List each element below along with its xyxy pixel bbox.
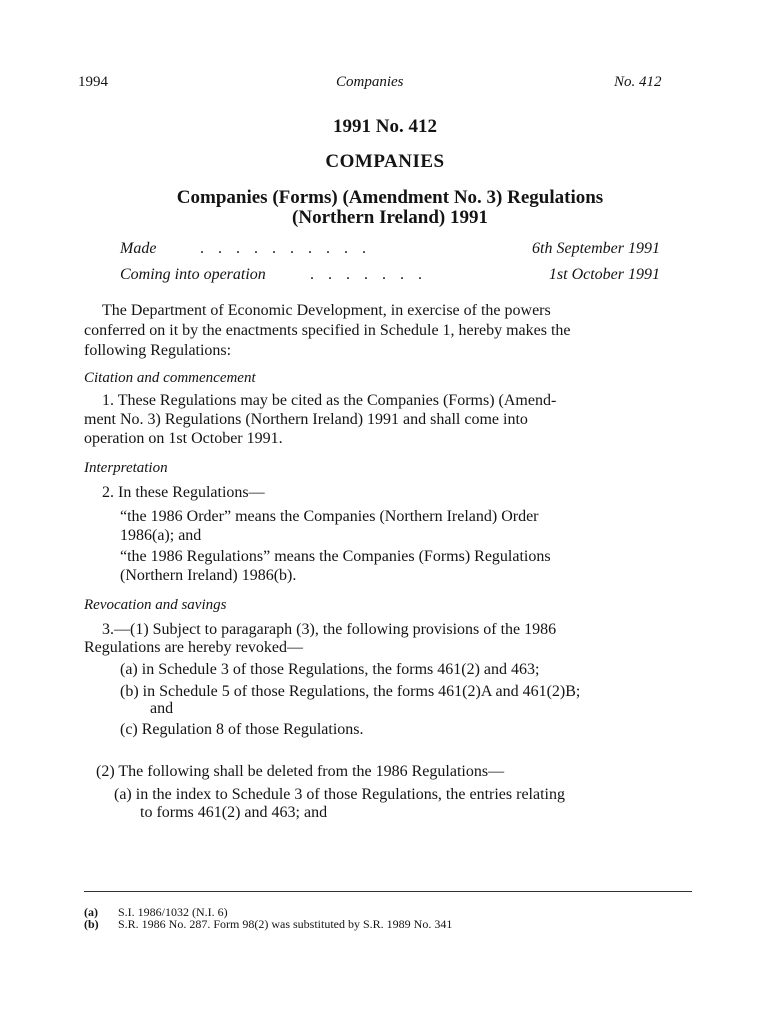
definition-line: (Northern Ireland) 1986(b). bbox=[120, 567, 297, 584]
page-number: 1994 bbox=[78, 74, 108, 90]
deletion-intro: (2) The following shall be deleted from the 1986 Regulations— bbox=[96, 763, 505, 780]
regulations-title-line2: (Northern Ireland) 1991 bbox=[292, 207, 488, 228]
made-label: Made bbox=[120, 240, 157, 257]
revocation-line: Regulations are hereby revoked— bbox=[84, 639, 304, 656]
subject-heading: COMPANIES bbox=[325, 151, 445, 172]
coming-date: 1st October 1991 bbox=[548, 266, 660, 283]
footnote-rule bbox=[84, 891, 692, 892]
footnote-text: S.I. 1986/1032 (N.I. 6) bbox=[118, 905, 228, 919]
deletion-item-a-cont: to forms 461(2) and 463; and bbox=[140, 804, 328, 821]
preamble-line: conferred on it by the enactments specified in Schedule 1, hereby makes the bbox=[84, 322, 571, 339]
citation-line: 1. These Regulations may be cited as the Companies (Forms) (Amend- bbox=[102, 392, 557, 409]
instrument-number: No. 412 bbox=[614, 74, 662, 90]
made-date: 6th September 1991 bbox=[532, 240, 660, 257]
citation-line: ment No. 3) Regulations (Northern Ireland) 1991 and shall come into bbox=[84, 411, 528, 428]
citation-line: operation on 1st October 1991. bbox=[84, 430, 283, 447]
definition-line: “the 1986 Order” means the Companies (Northern Ireland) Order bbox=[120, 508, 539, 525]
section-heading: Interpretation bbox=[84, 460, 168, 476]
section-heading: Revocation and savings bbox=[84, 597, 227, 613]
footnote-mark: (b) bbox=[84, 917, 99, 931]
si-number: 1991 No. 412 bbox=[333, 116, 437, 137]
running-title: Companies bbox=[336, 74, 404, 90]
definition-line: “the 1986 Regulations” means the Companies (Forms) Regulations bbox=[120, 548, 551, 565]
revocation-item-a: (a) in Schedule 3 of those Regulations, the forms 461(2) and 463; bbox=[120, 661, 540, 678]
preamble-line: The Department of Economic Development, in exercise of the powers bbox=[102, 302, 551, 319]
dot-leader: .......... bbox=[200, 240, 380, 257]
footnote-b bbox=[84, 917, 452, 932]
revocation-item-b-cont: and bbox=[150, 700, 174, 717]
revocation-item-b: (b) in Schedule 5 of those Regulations, the forms 461(2)A and 461(2)B; bbox=[120, 683, 581, 700]
footnote-text: S.R. 1986 No. 287. Form 98(2) was substituted by S.R. 1989 No. 341 bbox=[118, 917, 453, 931]
definition-line: 1986(a); and bbox=[120, 527, 202, 544]
revocation-line: 3.—(1) Subject to paragaraph (3), the following provisions of the 1986 bbox=[102, 621, 557, 638]
interpretation-intro: 2. In these Regulations— bbox=[102, 484, 265, 501]
section-heading: Citation and commencement bbox=[84, 370, 256, 386]
dot-leader: ....... bbox=[310, 266, 436, 283]
coming-label: Coming into operation bbox=[120, 266, 266, 283]
regulations-title-line1: Companies (Forms) (Amendment No. 3) Regulations bbox=[176, 187, 604, 208]
footnote-mark: (a) bbox=[84, 905, 98, 919]
revocation-item-c: (c) Regulation 8 of those Regulations. bbox=[120, 721, 364, 738]
preamble-line: following Regulations: bbox=[84, 342, 232, 359]
deletion-item-a: (a) in the index to Schedule 3 of those Regulations, the entries relating bbox=[114, 786, 565, 803]
